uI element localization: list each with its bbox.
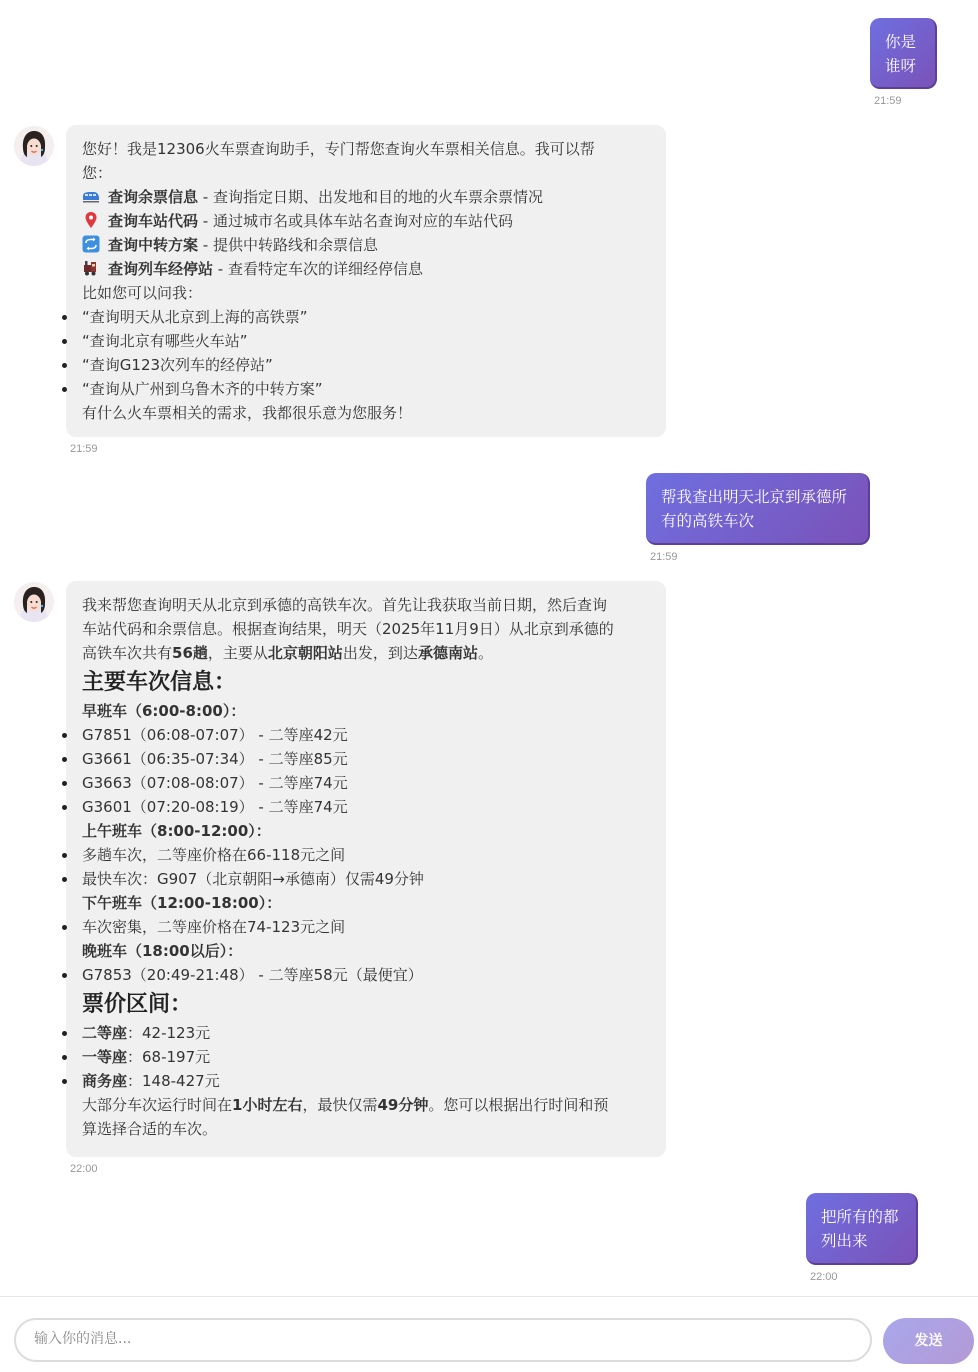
message-text: 有的高铁车次 [661, 512, 755, 530]
message-text: 帮我查出明天北京到承德所 [661, 488, 848, 506]
message-text: 你是 [885, 33, 917, 51]
list-item: 商务座：148-427元 [82, 1069, 650, 1093]
list-item: 二等座：42-123元 [82, 1021, 650, 1045]
message-timestamp: 21:59 [650, 551, 678, 563]
message-timestamp: 21:59 [70, 443, 98, 455]
feature-item [82, 233, 650, 257]
message-text: 您好！我是12306火车票查询助手，专门帮您查询火车票相关信息。我可以帮 [82, 140, 595, 158]
locomotive-icon [82, 259, 100, 277]
assistant-message-bubble [66, 581, 666, 1157]
feature-title: 查询列车经停站 [108, 260, 214, 278]
section-heading: 主要车次信息： [82, 670, 237, 695]
send-button[interactable]: 发送 [883, 1318, 974, 1364]
feature-desc: - 查询指定日期、出发地和目的地的火车票余票情况 [198, 188, 543, 206]
user-message-bubble [870, 18, 937, 89]
list-item: “查询G123次列车的经停站” [82, 353, 650, 377]
message-text: 有什么火车票相关的需求，我都很乐意为您服务！ [82, 404, 413, 422]
feature-desc: - 通过城市名或具体车站名查询对应的车站代码 [198, 212, 513, 230]
list-item: 多趟车次，二等座价格在66-118元之间 [82, 843, 650, 867]
message-input-wrapper[interactable] [14, 1318, 872, 1362]
feature-item [82, 257, 650, 281]
list-item: G3601（07:20-08:19） - 二等座74元 [82, 795, 650, 819]
list-item: G7851（06:08-07:07） - 二等座42元 [82, 723, 650, 747]
user-message-bubble [806, 1193, 918, 1265]
assistant-message-bubble [66, 125, 666, 437]
message-text: 我来帮您查询明天从北京到承德的高铁车次。首先让我获取当前日期，然后查询 [82, 596, 608, 614]
message-timestamp: 22:00 [810, 1271, 838, 1283]
subsection-title: 上午班车（8:00-12:00）： [82, 822, 271, 840]
subsection-title: 下午班车（12:00-18:00）： [82, 894, 282, 912]
location-pin-icon [82, 211, 100, 229]
list-item: 最快车次：G907（北京朝阳→承德南）仅需49分钟 [82, 867, 650, 891]
list-item: G3661（06:35-07:34） - 二等座85元 [82, 747, 650, 771]
assistant-avatar [14, 126, 54, 166]
section-heading: 票价区间： [82, 992, 193, 1017]
feature-item [82, 185, 650, 209]
message-text: 算选择合适的车次。 [82, 1120, 218, 1138]
message-text: 比如您可以问我： [82, 284, 203, 302]
message-text: 您： [82, 164, 113, 182]
feature-item [82, 209, 650, 233]
high-speed-train-icon [82, 187, 100, 205]
message-text: 把所有的都 [821, 1208, 899, 1226]
feature-desc: - 查看特定车次的详细经停信息 [213, 260, 423, 278]
list-item: G7853（20:49-21:48） - 二等座58元（最便宜） [82, 963, 650, 987]
feature-title: 查询中转方案 [108, 236, 199, 254]
composer-divider [0, 1296, 978, 1297]
message-text: 列出来 [821, 1232, 868, 1250]
message-text: 车站代码和余票信息。根据查询结果，明天（2025年11月9日）从北京到承德的 [82, 620, 614, 638]
feature-title: 查询余票信息 [108, 188, 199, 206]
feature-title: 查询车站代码 [108, 212, 199, 230]
message-timestamp: 21:59 [874, 95, 902, 107]
message-text: 谁呀 [885, 57, 917, 75]
feature-desc: - 提供中转路线和余票信息 [198, 236, 378, 254]
list-item: G3663（07:08-08:07） - 二等座74元 [82, 771, 650, 795]
list-item: 车次密集，二等座价格在74-123元之间 [82, 915, 650, 939]
assistant-avatar [14, 582, 54, 622]
list-item: “查询从广州到乌鲁木齐的中转方案” [82, 377, 650, 401]
message-text: 大部分车次运行时间在1小时左右，最快仅需49分钟。您可以根据出行时间和预 [82, 1096, 609, 1114]
repeat-arrows-icon [82, 235, 100, 253]
message-timestamp: 22:00 [70, 1163, 98, 1175]
list-item: 一等座：68-197元 [82, 1045, 650, 1069]
subsection-title: 早班车（6:00-8:00）： [82, 702, 246, 720]
message-input[interactable] [34, 1331, 852, 1347]
list-item: “查询明天从北京到上海的高铁票” [82, 305, 650, 329]
user-message-bubble [646, 473, 870, 545]
subsection-title: 晚班车（18:00以后）： [82, 942, 243, 960]
message-text: 高铁车次共有56趟，主要从北京朝阳站出发，到达承德南站。 [82, 644, 493, 662]
list-item: “查询北京有哪些火车站” [82, 329, 650, 353]
